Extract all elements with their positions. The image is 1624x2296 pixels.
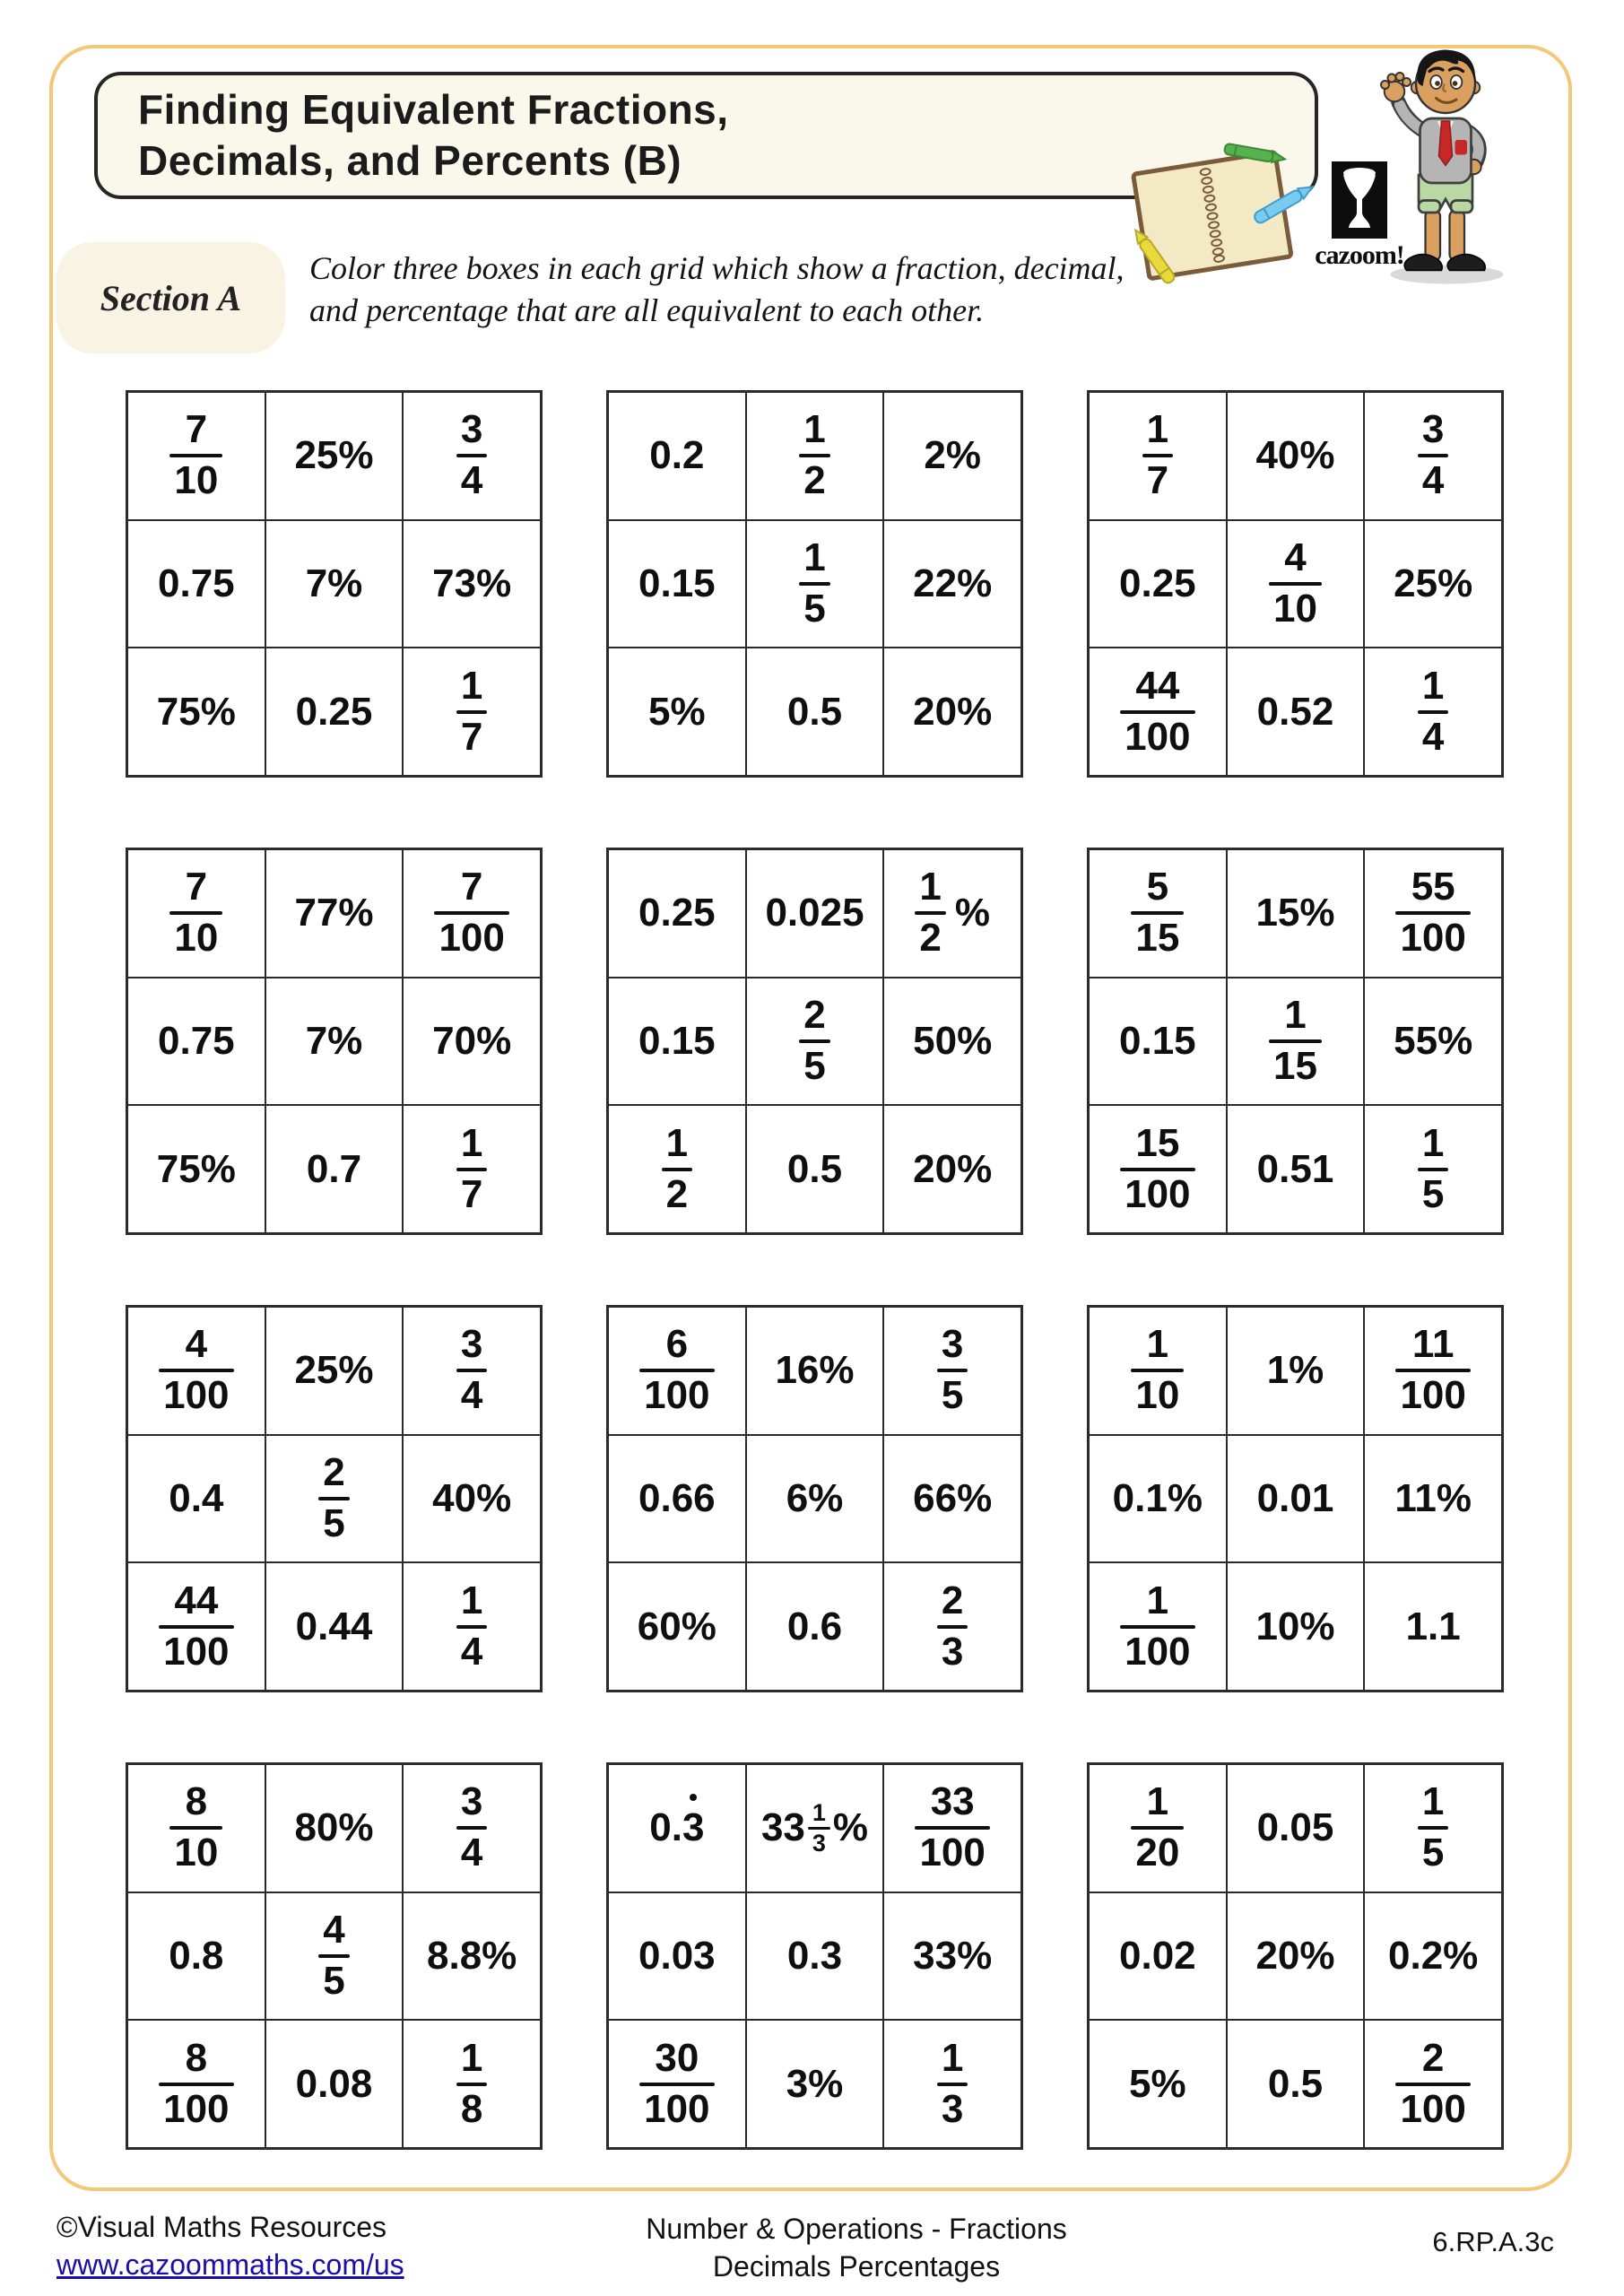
cell-value: 0.2% <box>1388 1933 1479 1978</box>
grid-9-cell-r2c2[interactable] <box>1227 1435 1365 1563</box>
equivalence-grid-3 <box>1087 390 1504 778</box>
fraction-value: $\frac{3}{4}$ <box>456 410 487 501</box>
cell-value: 0.7 <box>306 1146 362 1191</box>
cell-value: 1% <box>1266 1348 1324 1393</box>
grid-2-cell-r3c2[interactable] <box>746 648 884 776</box>
grid-3-cell-r3c1[interactable] <box>1089 648 1227 776</box>
fraction-value: $\frac{1}{7}$ <box>456 666 487 758</box>
grid-3-cell-r3c2[interactable] <box>1227 648 1365 776</box>
grid-11-cell-r3c2[interactable] <box>746 2020 884 2148</box>
equivalence-grid-8 <box>606 1305 1023 1692</box>
cell-value: 80% <box>294 1805 374 1850</box>
grid-8-cell-r2c3[interactable] <box>883 1435 1021 1563</box>
grid-1-cell-r1c1[interactable] <box>127 392 265 520</box>
cell-value: 7% <box>305 1018 363 1063</box>
instruction-text <box>309 248 1332 332</box>
fraction-value: $\frac{3}{5}$ <box>937 1325 968 1416</box>
fraction-value: $\frac{6}{100}$ <box>639 1325 714 1416</box>
fraction-value: $\frac{30}{100}$ <box>639 2039 714 2130</box>
cell-value: 5% <box>648 689 706 734</box>
cell-value: 15% <box>1255 891 1335 935</box>
grid-5-cell-r3c1[interactable] <box>608 1105 746 1233</box>
grid-8-cell-r3c3[interactable] <box>883 1562 1021 1691</box>
fraction-value: $\frac{4}{5}$ <box>318 1910 349 2002</box>
fraction-value: $\frac{1}{3}$ <box>937 2039 968 2130</box>
grid-4-cell-r1c2[interactable] <box>265 849 404 978</box>
grid-6-cell-r1c2[interactable] <box>1227 849 1365 978</box>
grid-12-cell-r3c1[interactable] <box>1089 2020 1227 2148</box>
equivalence-grid-6 <box>1087 848 1504 1235</box>
cell-value: 16% <box>775 1348 855 1393</box>
cell-value: 0.3 <box>786 1933 843 1978</box>
cell-value: 20% <box>913 689 993 734</box>
grid-12-cell-r2c3[interactable] <box>1364 1892 1502 2021</box>
cell-value: 75% <box>156 1146 236 1191</box>
fraction-value: $\frac{33}{100}$ <box>915 1782 989 1874</box>
grid-10-cell-r1c1[interactable] <box>127 1764 265 1892</box>
grids-area <box>126 390 1504 2150</box>
cell-value: 0.01 <box>1256 1475 1334 1520</box>
grid-11-cell-r2c3[interactable] <box>883 1892 1021 2021</box>
cell-value: 40% <box>1255 433 1335 478</box>
grid-6-cell-r1c1[interactable] <box>1089 849 1227 978</box>
instruction-line-2: and percentage that are all equivalent to each other. <box>309 292 985 328</box>
fraction-value: $\frac{5}{15}$ <box>1131 867 1184 959</box>
grid-3-cell-r1c2[interactable] <box>1227 392 1365 520</box>
grid-6-cell-r3c2[interactable] <box>1227 1105 1365 1233</box>
grid-10-cell-r2c3[interactable] <box>403 1892 541 2021</box>
section-a-badge <box>56 242 285 353</box>
cell-value: 25% <box>294 433 374 478</box>
cell-value: 0.2 <box>649 433 705 478</box>
equivalence-grid-11 <box>606 1762 1023 2150</box>
grid-11-cell-r2c2[interactable] <box>746 1892 884 2021</box>
footer-copyright-block <box>56 2208 404 2283</box>
fraction-value: $\frac{4}{10}$ <box>1269 538 1322 630</box>
grid-12-cell-r2c1[interactable] <box>1089 1892 1227 2021</box>
fraction-value: $\frac{1}{15}$ <box>1269 996 1322 1087</box>
grid-10-cell-r2c1[interactable] <box>127 1892 265 2021</box>
grid-9-cell-r1c3[interactable] <box>1364 1307 1502 1435</box>
grid-4-cell-r2c2[interactable] <box>265 978 404 1106</box>
fraction-value: $\frac{1}{2}$ <box>662 1124 692 1215</box>
cell-value: 0.5 <box>786 1146 843 1191</box>
cell-value: 0.03 <box>638 1933 716 1978</box>
cell-value: 0.25 <box>295 689 373 734</box>
cell-value: 8.8% <box>427 1933 517 1978</box>
grid-8-cell-r3c1[interactable] <box>608 1562 746 1691</box>
cell-value: 0.1% <box>1112 1475 1203 1520</box>
fraction-value: $\frac{8}{100}$ <box>159 2039 233 2130</box>
grid-9-cell-r2c3[interactable] <box>1364 1435 1502 1563</box>
grid-12-cell-r3c2[interactable] <box>1227 2020 1365 2148</box>
equivalence-grid-2 <box>606 390 1023 778</box>
footer-topic-block <box>587 2210 1125 2285</box>
grid-10-cell-r3c2[interactable] <box>265 2020 404 2148</box>
grid-3-cell-r1c3[interactable] <box>1364 392 1502 520</box>
grid-12-cell-r1c3[interactable] <box>1364 1764 1502 1892</box>
grid-6-cell-r3c3[interactable] <box>1364 1105 1502 1233</box>
fraction-value: $\frac{4}{100}$ <box>159 1325 233 1416</box>
cell-value: 0.5 <box>1267 2061 1324 2106</box>
title-line-2: Decimals, and Percents (B) <box>138 137 682 184</box>
grid-11-cell-r1c1[interactable] <box>608 1764 746 1892</box>
cell-value: 0.4 <box>169 1475 224 1520</box>
grid-2-cell-r3c3[interactable] <box>883 648 1021 776</box>
cell-value: 0.5 <box>786 689 843 734</box>
cell-value: 66% <box>913 1475 993 1520</box>
cell-value: 0.08 <box>295 2061 373 2106</box>
grid-10-cell-r3c1[interactable] <box>127 2020 265 2148</box>
grid-9-cell-r3c3[interactable] <box>1364 1562 1502 1691</box>
grid-9-cell-r1c2[interactable] <box>1227 1307 1365 1435</box>
fraction-value: $\frac{2}{3}$ <box>937 1581 968 1673</box>
grid-7-cell-r3c1[interactable] <box>127 1562 265 1691</box>
fraction-value: $\frac{2}{5}$ <box>799 996 829 1087</box>
grid-11-cell-r1c3[interactable] <box>883 1764 1021 1892</box>
copyright-text: ©Visual Maths Resources <box>56 2211 387 2243</box>
fraction-value: $\frac{44}{100}$ <box>159 1581 233 1673</box>
grid-12-cell-r3c3[interactable] <box>1364 2020 1502 2148</box>
grid-1-cell-r1c3[interactable] <box>403 392 541 520</box>
cell-value: 25% <box>1394 561 1473 605</box>
boy-cartoon-illustration <box>1356 43 1535 285</box>
cell-value: 22% <box>913 561 993 605</box>
footer-topic-line-1: Number & Operations - Fractions <box>646 2213 1067 2245</box>
grid-4-cell-r3c2[interactable] <box>265 1105 404 1233</box>
grid-12-cell-r2c2[interactable] <box>1227 1892 1365 2021</box>
grid-8-cell-r2c1[interactable] <box>608 1435 746 1563</box>
recurring-decimal-value: 0.3 <box>649 1805 705 1850</box>
grid-7-cell-r1c1[interactable] <box>127 1307 265 1435</box>
cell-value: 40% <box>432 1475 512 1520</box>
cell-value: 0.02 <box>1119 1933 1196 1978</box>
grid-10-cell-r1c3[interactable] <box>403 1764 541 1892</box>
equivalence-grid-4 <box>126 848 543 1235</box>
logo-wordmark: cazoom! <box>1315 240 1404 270</box>
fraction-value: $\frac{1}{2}$ <box>915 867 945 959</box>
fraction-value: $\frac{11}{100}$ <box>1395 1325 1470 1416</box>
grid-7-cell-r2c2[interactable] <box>265 1435 404 1563</box>
grid-3-cell-r2c1[interactable] <box>1089 520 1227 648</box>
cell-value: 77% <box>294 891 374 935</box>
grid-9-cell-r3c2[interactable] <box>1227 1562 1365 1691</box>
fraction-value: $\frac{1}{3}$ <box>808 1801 830 1856</box>
grid-11-cell-r3c3[interactable] <box>883 2020 1021 2148</box>
cell-value: 60% <box>637 1604 716 1648</box>
grid-5-cell-r3c3[interactable] <box>883 1105 1021 1233</box>
grid-1-cell-r2c1[interactable] <box>127 520 265 648</box>
grid-10-cell-r2c2[interactable] <box>265 1892 404 2021</box>
grid-4-cell-r3c3[interactable] <box>403 1105 541 1233</box>
grid-12-cell-r1c1[interactable] <box>1089 1764 1227 1892</box>
cell-value: 25% <box>294 1348 374 1393</box>
grid-4-cell-r2c3[interactable] <box>403 978 541 1106</box>
fraction-value: $\frac{3}{4}$ <box>456 1782 487 1874</box>
grid-4-cell-r2c1[interactable] <box>127 978 265 1106</box>
grid-12-cell-r1c2[interactable] <box>1227 1764 1365 1892</box>
fraction-value: $\frac{1}{5}$ <box>799 538 829 630</box>
cell-value: 0.15 <box>638 561 716 605</box>
grid-9-cell-r1c1[interactable] <box>1089 1307 1227 1435</box>
grid-7-cell-r2c3[interactable] <box>403 1435 541 1563</box>
page-title <box>138 84 729 187</box>
grid-7-cell-r3c3[interactable] <box>403 1562 541 1691</box>
fraction-value: $\frac{1}{100}$ <box>1120 1581 1194 1673</box>
fraction-value: $\frac{1}{5}$ <box>1418 1124 1448 1215</box>
cell-value: 10% <box>1255 1604 1335 1648</box>
grid-5-cell-r2c2[interactable] <box>746 978 884 1106</box>
fraction-value: $\frac{1}{8}$ <box>456 2039 487 2130</box>
grid-5-cell-r1c2[interactable] <box>746 849 884 978</box>
grid-7-cell-r2c1[interactable] <box>127 1435 265 1563</box>
cell-value: 1.1 <box>1405 1604 1461 1648</box>
cell-value: 0.52 <box>1256 689 1334 734</box>
grid-5-cell-r2c3[interactable] <box>883 978 1021 1106</box>
equivalence-grid-1 <box>126 390 543 778</box>
fraction-value: $\frac{1}{4}$ <box>456 1581 487 1673</box>
cell-value: 0.44 <box>295 1604 373 1648</box>
grid-3-cell-r2c2[interactable] <box>1227 520 1365 648</box>
cell-value: 0.8 <box>169 1933 224 1978</box>
cell-value: 55% <box>1394 1018 1473 1063</box>
cell-value: 0.51 <box>1256 1146 1334 1191</box>
grid-8-cell-r1c2[interactable] <box>746 1307 884 1435</box>
grid-5-cell-r1c3[interactable] <box>883 849 1021 978</box>
fraction-value: $\frac{1}{5}$ <box>1418 1782 1448 1874</box>
equivalence-grid-7 <box>126 1305 543 1692</box>
cell-value: 0.6 <box>786 1604 843 1648</box>
equivalence-grid-12 <box>1087 1762 1504 2150</box>
grid-1-cell-r2c2[interactable] <box>265 520 404 648</box>
grid-11-cell-r1c2[interactable] <box>746 1764 884 1892</box>
fraction-value: $\frac{7}{100}$ <box>434 867 508 959</box>
cell-value: 0.75 <box>158 1018 235 1063</box>
fraction-value: $\frac{8}{10}$ <box>169 1782 222 1874</box>
equivalence-grid-5 <box>606 848 1023 1235</box>
grid-1-cell-r3c2[interactable] <box>265 648 404 776</box>
cell-value: 20% <box>913 1146 993 1191</box>
grid-5-cell-r1c1[interactable] <box>608 849 746 978</box>
instruction-line-1: Color three boxes in each grid which show a fraction, decimal, <box>309 250 1125 286</box>
grid-10-cell-r1c2[interactable] <box>265 1764 404 1892</box>
cell-value: 5% <box>1129 2061 1186 2106</box>
fraction-value: $\frac{15}{100}$ <box>1120 1124 1194 1215</box>
grid-2-cell-r2c3[interactable] <box>883 520 1021 648</box>
grid-1-cell-r3c3[interactable] <box>403 648 541 776</box>
cell-value: 0.66 <box>638 1475 716 1520</box>
grid-1-cell-r1c2[interactable] <box>265 392 404 520</box>
cell-value: 70% <box>432 1018 512 1063</box>
grid-11-cell-r3c1[interactable] <box>608 2020 746 2148</box>
grid-1-cell-r2c3[interactable] <box>403 520 541 648</box>
grid-8-cell-r2c2[interactable] <box>746 1435 884 1563</box>
fraction-value: $\frac{44}{100}$ <box>1120 666 1194 758</box>
grid-7-cell-r1c2[interactable] <box>265 1307 404 1435</box>
grid-2-cell-r2c2[interactable] <box>746 520 884 648</box>
cell-value: 0.75 <box>158 561 235 605</box>
fraction-value: $\frac{1}{20}$ <box>1131 1782 1184 1874</box>
cell-value: 0.025 <box>765 891 864 935</box>
cell-value: 6% <box>786 1475 844 1520</box>
grid-9-cell-r2c1[interactable] <box>1089 1435 1227 1563</box>
standard-code: 6.RP.A.3c <box>1432 2226 1554 2257</box>
grid-2-cell-r1c3[interactable] <box>883 392 1021 520</box>
grid-7-cell-r1c3[interactable] <box>403 1307 541 1435</box>
cazoommaths-link[interactable]: www.cazoommaths.com/us <box>56 2248 404 2281</box>
cell-value: 20% <box>1255 1933 1335 1978</box>
fraction-percent-value: $\frac{1}{2}$ % <box>915 867 990 959</box>
grid-9-cell-r3c1[interactable] <box>1089 1562 1227 1691</box>
grid-7-cell-r3c2[interactable] <box>265 1562 404 1691</box>
grid-10-cell-r3c3[interactable] <box>403 2020 541 2148</box>
fraction-value: $\frac{7}{10}$ <box>169 410 222 501</box>
fraction-value: $\frac{1}{10}$ <box>1131 1325 1184 1416</box>
grid-6-cell-r1c3[interactable] <box>1364 849 1502 978</box>
cell-value: 0.25 <box>1119 561 1196 605</box>
grid-6-cell-r2c3[interactable] <box>1364 978 1502 1106</box>
cell-value: 0.05 <box>1256 1805 1334 1850</box>
grid-1-cell-r3c1[interactable] <box>127 648 265 776</box>
fraction-value: $\frac{2}{5}$ <box>318 1453 349 1544</box>
cell-value: 75% <box>156 689 236 734</box>
grid-2-cell-r3c1[interactable] <box>608 648 746 776</box>
grid-8-cell-r3c2[interactable] <box>746 1562 884 1691</box>
fraction-value: $\frac{1}{2}$ <box>799 410 829 501</box>
cell-value: 33% <box>913 1933 993 1978</box>
fraction-value: $\frac{2}{100}$ <box>1395 2039 1470 2130</box>
grid-8-cell-r1c1[interactable] <box>608 1307 746 1435</box>
grid-4-cell-r1c3[interactable] <box>403 849 541 978</box>
grid-4-cell-r3c1[interactable] <box>127 1105 265 1233</box>
fraction-value: $\frac{3}{4}$ <box>1418 410 1448 501</box>
cell-value: 11% <box>1394 1475 1472 1520</box>
grid-2-cell-r2c1[interactable] <box>608 520 746 648</box>
footer-topic-line-2: Decimals Percentages <box>712 2250 1001 2283</box>
grid-2-cell-r1c2[interactable] <box>746 392 884 520</box>
grid-5-cell-r2c1[interactable] <box>608 978 746 1106</box>
cell-value: 3% <box>786 2061 844 2106</box>
fraction-value: $\frac{3}{4}$ <box>456 1325 487 1416</box>
fraction-value: $\frac{55}{100}$ <box>1395 867 1470 959</box>
equivalence-grid-9 <box>1087 1305 1504 1692</box>
grid-5-cell-r3c2[interactable] <box>746 1105 884 1233</box>
cell-value: 2% <box>924 433 981 478</box>
fraction-value: $\frac{1}{7}$ <box>456 1124 487 1215</box>
mixed-number-value: 33 $\frac{1}{3}$ % <box>760 1798 869 1857</box>
grid-4-cell-r1c1[interactable] <box>127 849 265 978</box>
cell-value: 73% <box>432 561 512 605</box>
title-line-1: Finding Equivalent Fractions, <box>138 86 729 133</box>
cell-value: 7% <box>305 561 363 605</box>
grid-6-cell-r2c1[interactable] <box>1089 978 1227 1106</box>
equivalence-grid-10 <box>126 1762 543 2150</box>
fraction-value: $\frac{1}{7}$ <box>1142 410 1173 501</box>
section-a-label: Section A <box>100 277 242 318</box>
grid-8-cell-r1c3[interactable] <box>883 1307 1021 1435</box>
cell-value: 50% <box>913 1018 993 1063</box>
cell-value: 0.15 <box>1119 1018 1196 1063</box>
grid-2-cell-r1c1[interactable] <box>608 392 746 520</box>
cell-value: 0.25 <box>638 891 716 935</box>
grid-11-cell-r2c1[interactable] <box>608 1892 746 2021</box>
fraction-value: $\frac{1}{4}$ <box>1418 666 1448 758</box>
grid-3-cell-r1c1[interactable] <box>1089 392 1227 520</box>
cell-value: 0.15 <box>638 1018 716 1063</box>
grid-6-cell-r2c2[interactable] <box>1227 978 1365 1106</box>
grid-6-cell-r3c1[interactable] <box>1089 1105 1227 1233</box>
grid-3-cell-r3c3[interactable] <box>1364 648 1502 776</box>
grid-3-cell-r2c3[interactable] <box>1364 520 1502 648</box>
fraction-value: $\frac{7}{10}$ <box>169 867 222 959</box>
